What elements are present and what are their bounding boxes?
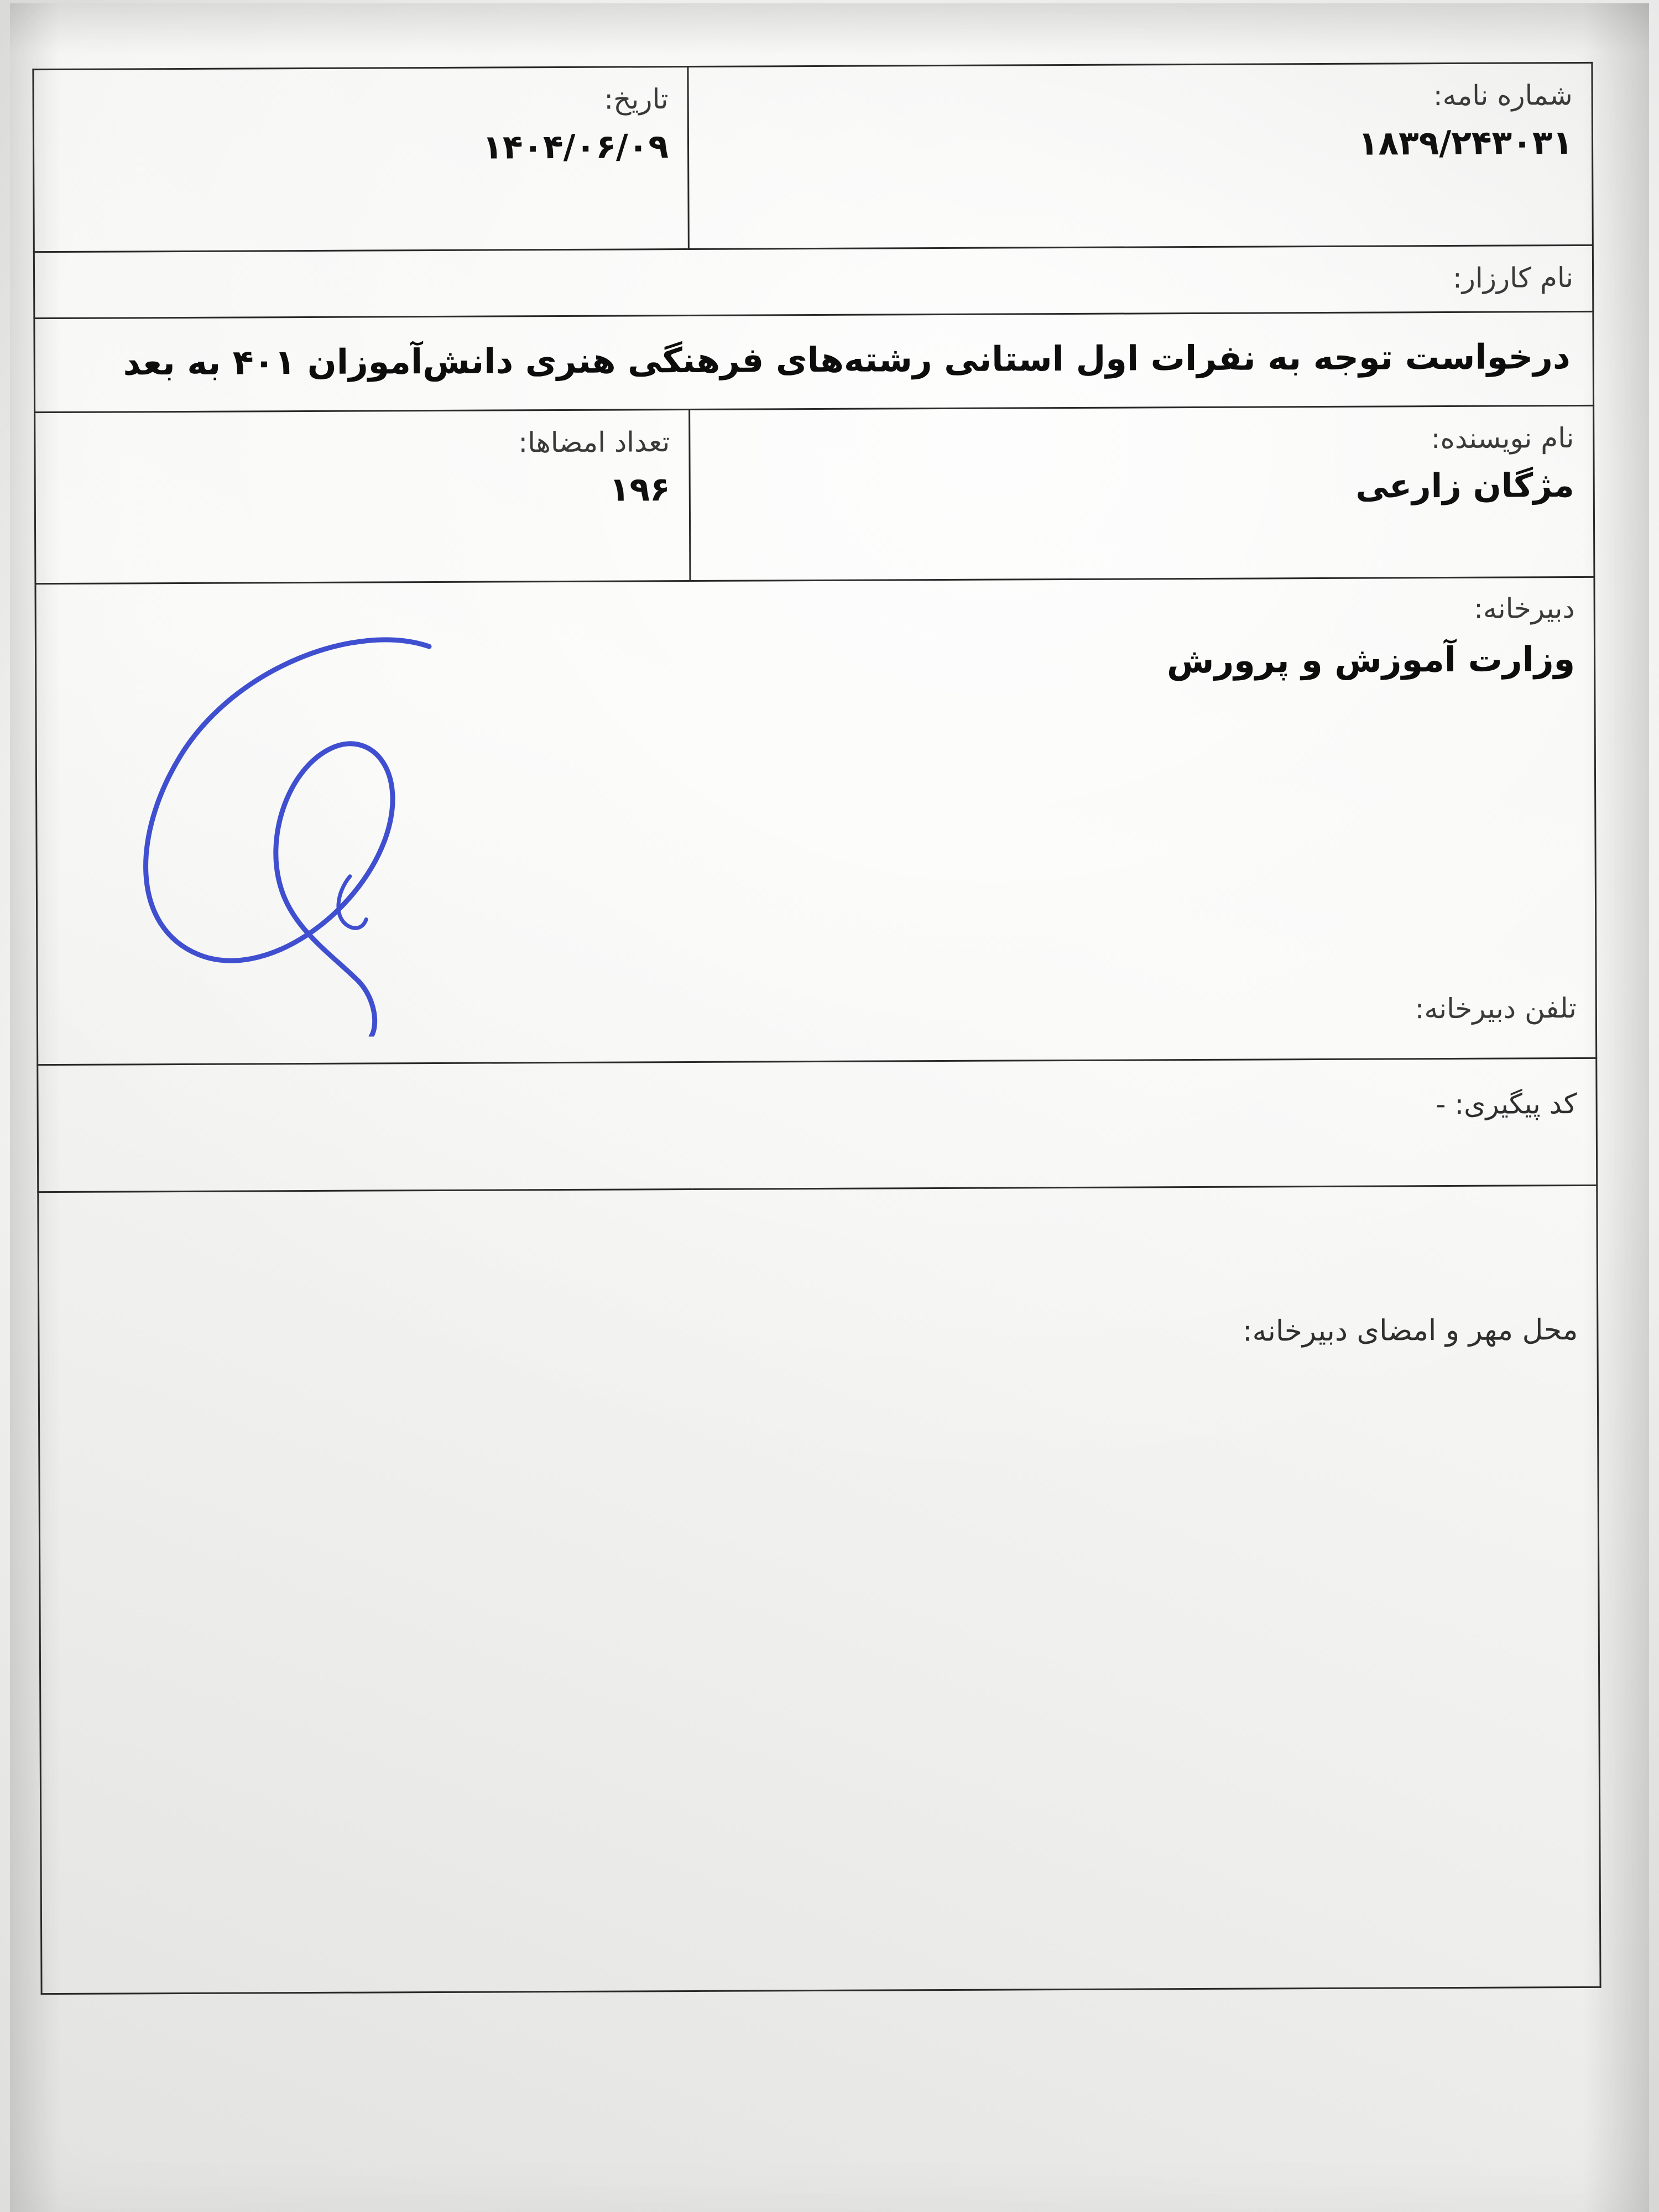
cell-campaign-label: [34, 245, 1593, 318]
office-value: وزارت آموزش و پرورش: [1166, 639, 1575, 681]
tracking-label: کد پیگیری:: [1454, 1088, 1577, 1120]
paper-sheet: [10, 3, 1649, 2212]
cell-signature-count: [35, 409, 690, 583]
cell-author: [690, 405, 1594, 581]
table-row-author: [35, 405, 1594, 583]
table-row-stamp-area: [38, 1185, 1600, 1994]
cell-date: [33, 67, 688, 252]
cell-stamp-area: [38, 1185, 1600, 1994]
office-label: دبیرخانه:: [1473, 592, 1575, 625]
date-value: ۱۴۰۴/۰۶/۰۹: [482, 127, 669, 167]
date-label: تاریخ:: [604, 83, 669, 116]
subject-text: درخواست توجه به نفرات اول استانی رشته‌های فرهنگی هنری دانش‌آموزان ۴۰۱ به بعد: [123, 336, 1571, 383]
table-row-campaign: [34, 245, 1593, 318]
cell-tracking: [38, 1058, 1597, 1192]
office-phone-label: تلفن دبیرخانه:: [1415, 992, 1577, 1025]
table-row-letter-number: [33, 62, 1593, 252]
cell-office: [35, 577, 1597, 1065]
table-row-tracking: [38, 1058, 1597, 1192]
signature-count-value: ۱۹۶: [609, 470, 670, 509]
table-row-subject: [34, 311, 1594, 412]
form-table: [32, 62, 1601, 1995]
campaign-label: نام کارزار:: [1452, 262, 1574, 294]
tracking-value: -: [1436, 1088, 1446, 1121]
letter-number-value: ۱۸۳۹/۲۴۳۰۳۱: [1358, 123, 1573, 163]
cell-letter-number: [688, 62, 1593, 249]
letter-number-label: شماره نامه:: [1433, 79, 1573, 112]
author-label: نام نویسنده:: [1431, 422, 1574, 455]
signature-count-label: تعداد امضاها:: [518, 426, 670, 459]
author-value: مژگان زارعی: [1355, 466, 1574, 506]
paper-shadow-top: [10, 3, 1649, 53]
table-row-office: [35, 577, 1597, 1065]
cell-subject: [34, 311, 1594, 412]
stamp-area-label: محل مهر و امضای دبیرخانه:: [1242, 1313, 1578, 1348]
